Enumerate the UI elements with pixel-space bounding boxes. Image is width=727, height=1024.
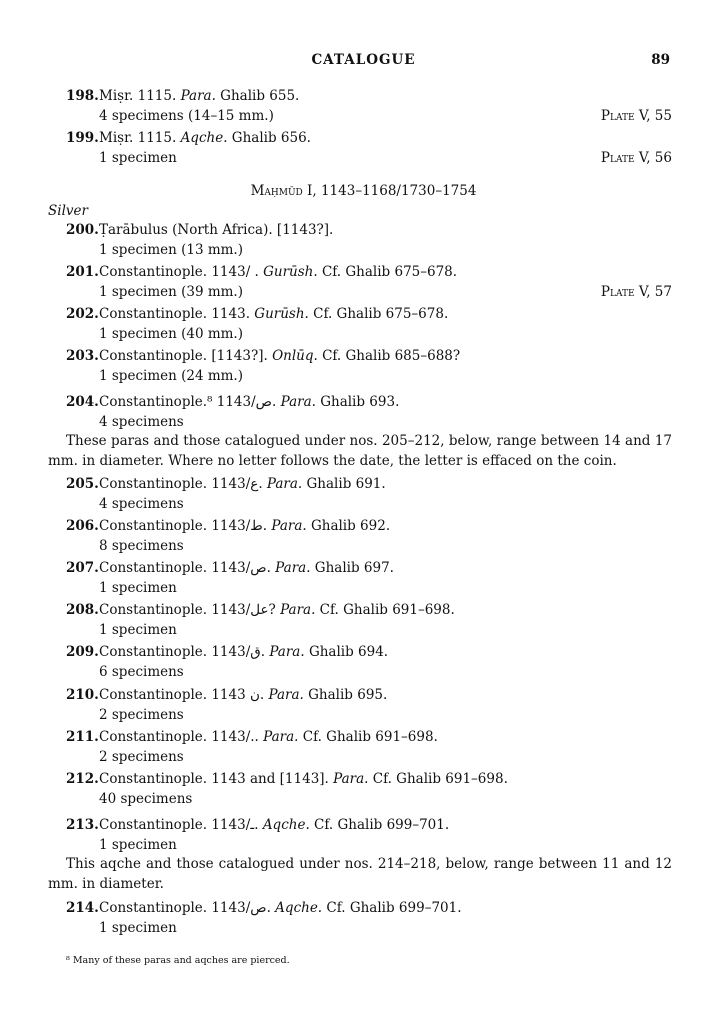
entry-reference: Cf. Ghalib 675–678.: [317, 264, 458, 280]
entry-reference: Ghalib 694.: [304, 644, 389, 660]
entry-number: 205.: [66, 476, 99, 492]
entry-number: 214.: [66, 900, 99, 916]
entry-reference: Cf. Ghalib 699–701.: [322, 900, 462, 916]
entry-reference: Ghalib 691.: [302, 476, 386, 492]
entry-denomination: Para.: [269, 644, 305, 660]
entry-number: 203.: [66, 348, 99, 364]
entry-detail: 40 specimens: [99, 791, 193, 807]
entry-number: 208.: [66, 602, 99, 618]
running-head-title: CATALOGUE: [311, 52, 416, 68]
entry-number: 201.: [66, 264, 99, 280]
entry-text: Miṣr. 1115.: [99, 130, 181, 146]
entry-denomination: Para.: [271, 518, 307, 534]
entry-reference: Ghalib 655.: [215, 88, 300, 104]
catalogue-entry: [66, 304, 672, 344]
entry-denomination: Para.: [266, 476, 303, 492]
entry-detail: 2 specimens: [99, 707, 184, 723]
entry-reference: Ghalib 692.: [306, 518, 391, 534]
catalogue-entry: [66, 558, 672, 598]
entry-detail: 6 specimens: [99, 664, 184, 680]
catalogue-entry: [66, 128, 672, 168]
entry-reference: Ghalib 697.: [310, 560, 394, 576]
entry-denomination: Onlūq.: [272, 348, 318, 364]
metal-heading: Silver: [48, 203, 88, 219]
entry-reference: Cf. Ghalib 699–701.: [309, 817, 450, 833]
range-note: This aqche and those catalogued under nos. 214–218, below, range between 11 and 12 mm. in diameter.: [48, 856, 672, 892]
entry-detail: 1 specimen (39 mm.): [99, 284, 243, 300]
page-number: 89: [651, 52, 670, 68]
entry-denomination: Para.: [275, 560, 311, 576]
entry-reference: Cf. Ghalib 675–678.: [308, 306, 449, 322]
catalogue-entry: [66, 392, 672, 432]
entry-denomination: Para.: [263, 729, 299, 745]
plate-reference: Plate V, 57: [600, 284, 672, 300]
entry-number: 209.: [66, 644, 99, 660]
footnote: ⁸ Many of these paras and aqches are pierced.: [66, 955, 290, 966]
entry-number: 204.: [66, 394, 99, 410]
entry-number: 200.: [66, 222, 99, 238]
entry-detail: 1 specimen (24 mm.): [99, 368, 243, 384]
entry-number: 202.: [66, 306, 99, 322]
catalogue-entry: [66, 898, 672, 938]
entry-detail: 8 specimens: [99, 538, 184, 554]
entry-denomination: Para.: [280, 394, 316, 410]
entry-denomination: Aqche.: [262, 817, 310, 833]
entry-number: 198.: [66, 88, 99, 104]
entry-denomination: Aqche.: [180, 130, 228, 146]
entry-denomination: Para.: [333, 771, 369, 787]
catalogue-entry: [66, 600, 672, 640]
entry-detail: 1 specimen: [99, 580, 177, 596]
entry-text: Constantinople. 1143/ع.: [99, 476, 267, 492]
entry-denomination: Para.: [280, 602, 316, 618]
entry-number: 211.: [66, 729, 99, 745]
plate-reference: Plate V, 56: [600, 150, 672, 166]
catalogue-entry: [66, 86, 672, 126]
entry-reference: Cf. Ghalib 691–698.: [315, 602, 455, 618]
entry-text: Constantinople. [1143?].: [99, 348, 273, 364]
entry-text: Constantinople.⁸ 1143/ص.: [99, 394, 281, 410]
catalogue-entry: [66, 262, 672, 302]
catalogue-entry: [66, 516, 672, 556]
entry-detail: 1 specimen: [99, 622, 177, 638]
entry-reference: Ghalib 656.: [227, 130, 311, 146]
plate-reference: Plate V, 55: [600, 108, 672, 124]
entry-number: 206.: [66, 518, 99, 534]
entry-detail: 1 specimen (40 mm.): [99, 326, 243, 342]
catalogue-entry: [66, 769, 672, 809]
entry-detail: 4 specimens (14–15 mm.): [99, 108, 274, 124]
entry-text: Miṣr. 1115.: [99, 88, 181, 104]
entry-number: 210.: [66, 687, 99, 703]
entry-text: Constantinople. 1143/ص.: [99, 560, 276, 576]
entry-text: Constantinople. 1143/ط.: [99, 518, 272, 534]
entry-number: 213.: [66, 817, 99, 833]
entry-detail: 1 specimen: [99, 150, 177, 166]
entry-number: 207.: [66, 560, 99, 576]
catalogue-entry: [66, 815, 672, 855]
running-head: [0, 52, 727, 72]
entry-text: Constantinople. 1143/ص.: [99, 900, 276, 916]
catalogue-entry: [66, 220, 672, 260]
entry-reference: Cf. Ghalib 685–688?: [317, 348, 461, 364]
entry-denomination: Gurūsh.: [263, 264, 318, 280]
entry-text: Constantinople. 1143/..: [99, 729, 264, 745]
entry-detail: 4 specimens: [99, 414, 184, 430]
entry-denomination: Para.: [268, 687, 304, 703]
entry-text: Constantinople. 1143 ن.: [99, 687, 269, 703]
entry-text: Constantinople. 1143 and [1143].: [99, 771, 334, 787]
catalogue-entry: [66, 346, 672, 386]
entry-detail: 1 specimen: [99, 837, 177, 853]
entry-denomination: Aqche.: [275, 900, 323, 916]
entry-reference: Cf. Ghalib 691–698.: [298, 729, 438, 745]
entry-detail: 1 specimen: [99, 920, 177, 936]
entry-text: Constantinople. 1143/ـ.: [99, 817, 263, 833]
entry-detail: 4 specimens: [99, 496, 184, 512]
entry-detail: 2 specimens: [99, 749, 184, 765]
entry-denomination: Gurūsh.: [254, 306, 309, 322]
entry-detail: 1 specimen (13 mm.): [99, 242, 243, 258]
entry-text: Constantinople. 1143/ .: [99, 264, 264, 280]
range-note: These paras and those catalogued under nos. 205–212, below, range between 14 and 17 mm. in diameter. Where no letter follows the date, the letter is effaced on the coin.: [48, 433, 672, 469]
entry-reference: Cf. Ghalib 691–698.: [368, 771, 508, 787]
entry-text: Ṭarābulus (North Africa). [1143?].: [99, 222, 334, 238]
catalogue-entry: [66, 727, 672, 767]
ruler-heading: Maḥmūd I, 1143–1168/1730–1754: [250, 183, 477, 199]
catalogue-entry: [66, 474, 672, 514]
entry-text: Constantinople. 1143/عل?: [99, 602, 281, 618]
entry-text: Constantinople. 1143.: [99, 306, 255, 322]
catalogue-entry: [66, 685, 672, 725]
entry-number: 199.: [66, 130, 99, 146]
entry-number: 212.: [66, 771, 99, 787]
entry-text: Constantinople. 1143/ق.: [99, 644, 270, 660]
entry-reference: Ghalib 695.: [303, 687, 388, 703]
entry-denomination: Para.: [180, 88, 216, 104]
entry-reference: Ghalib 693.: [315, 394, 400, 410]
catalogue-entry: [66, 642, 672, 682]
